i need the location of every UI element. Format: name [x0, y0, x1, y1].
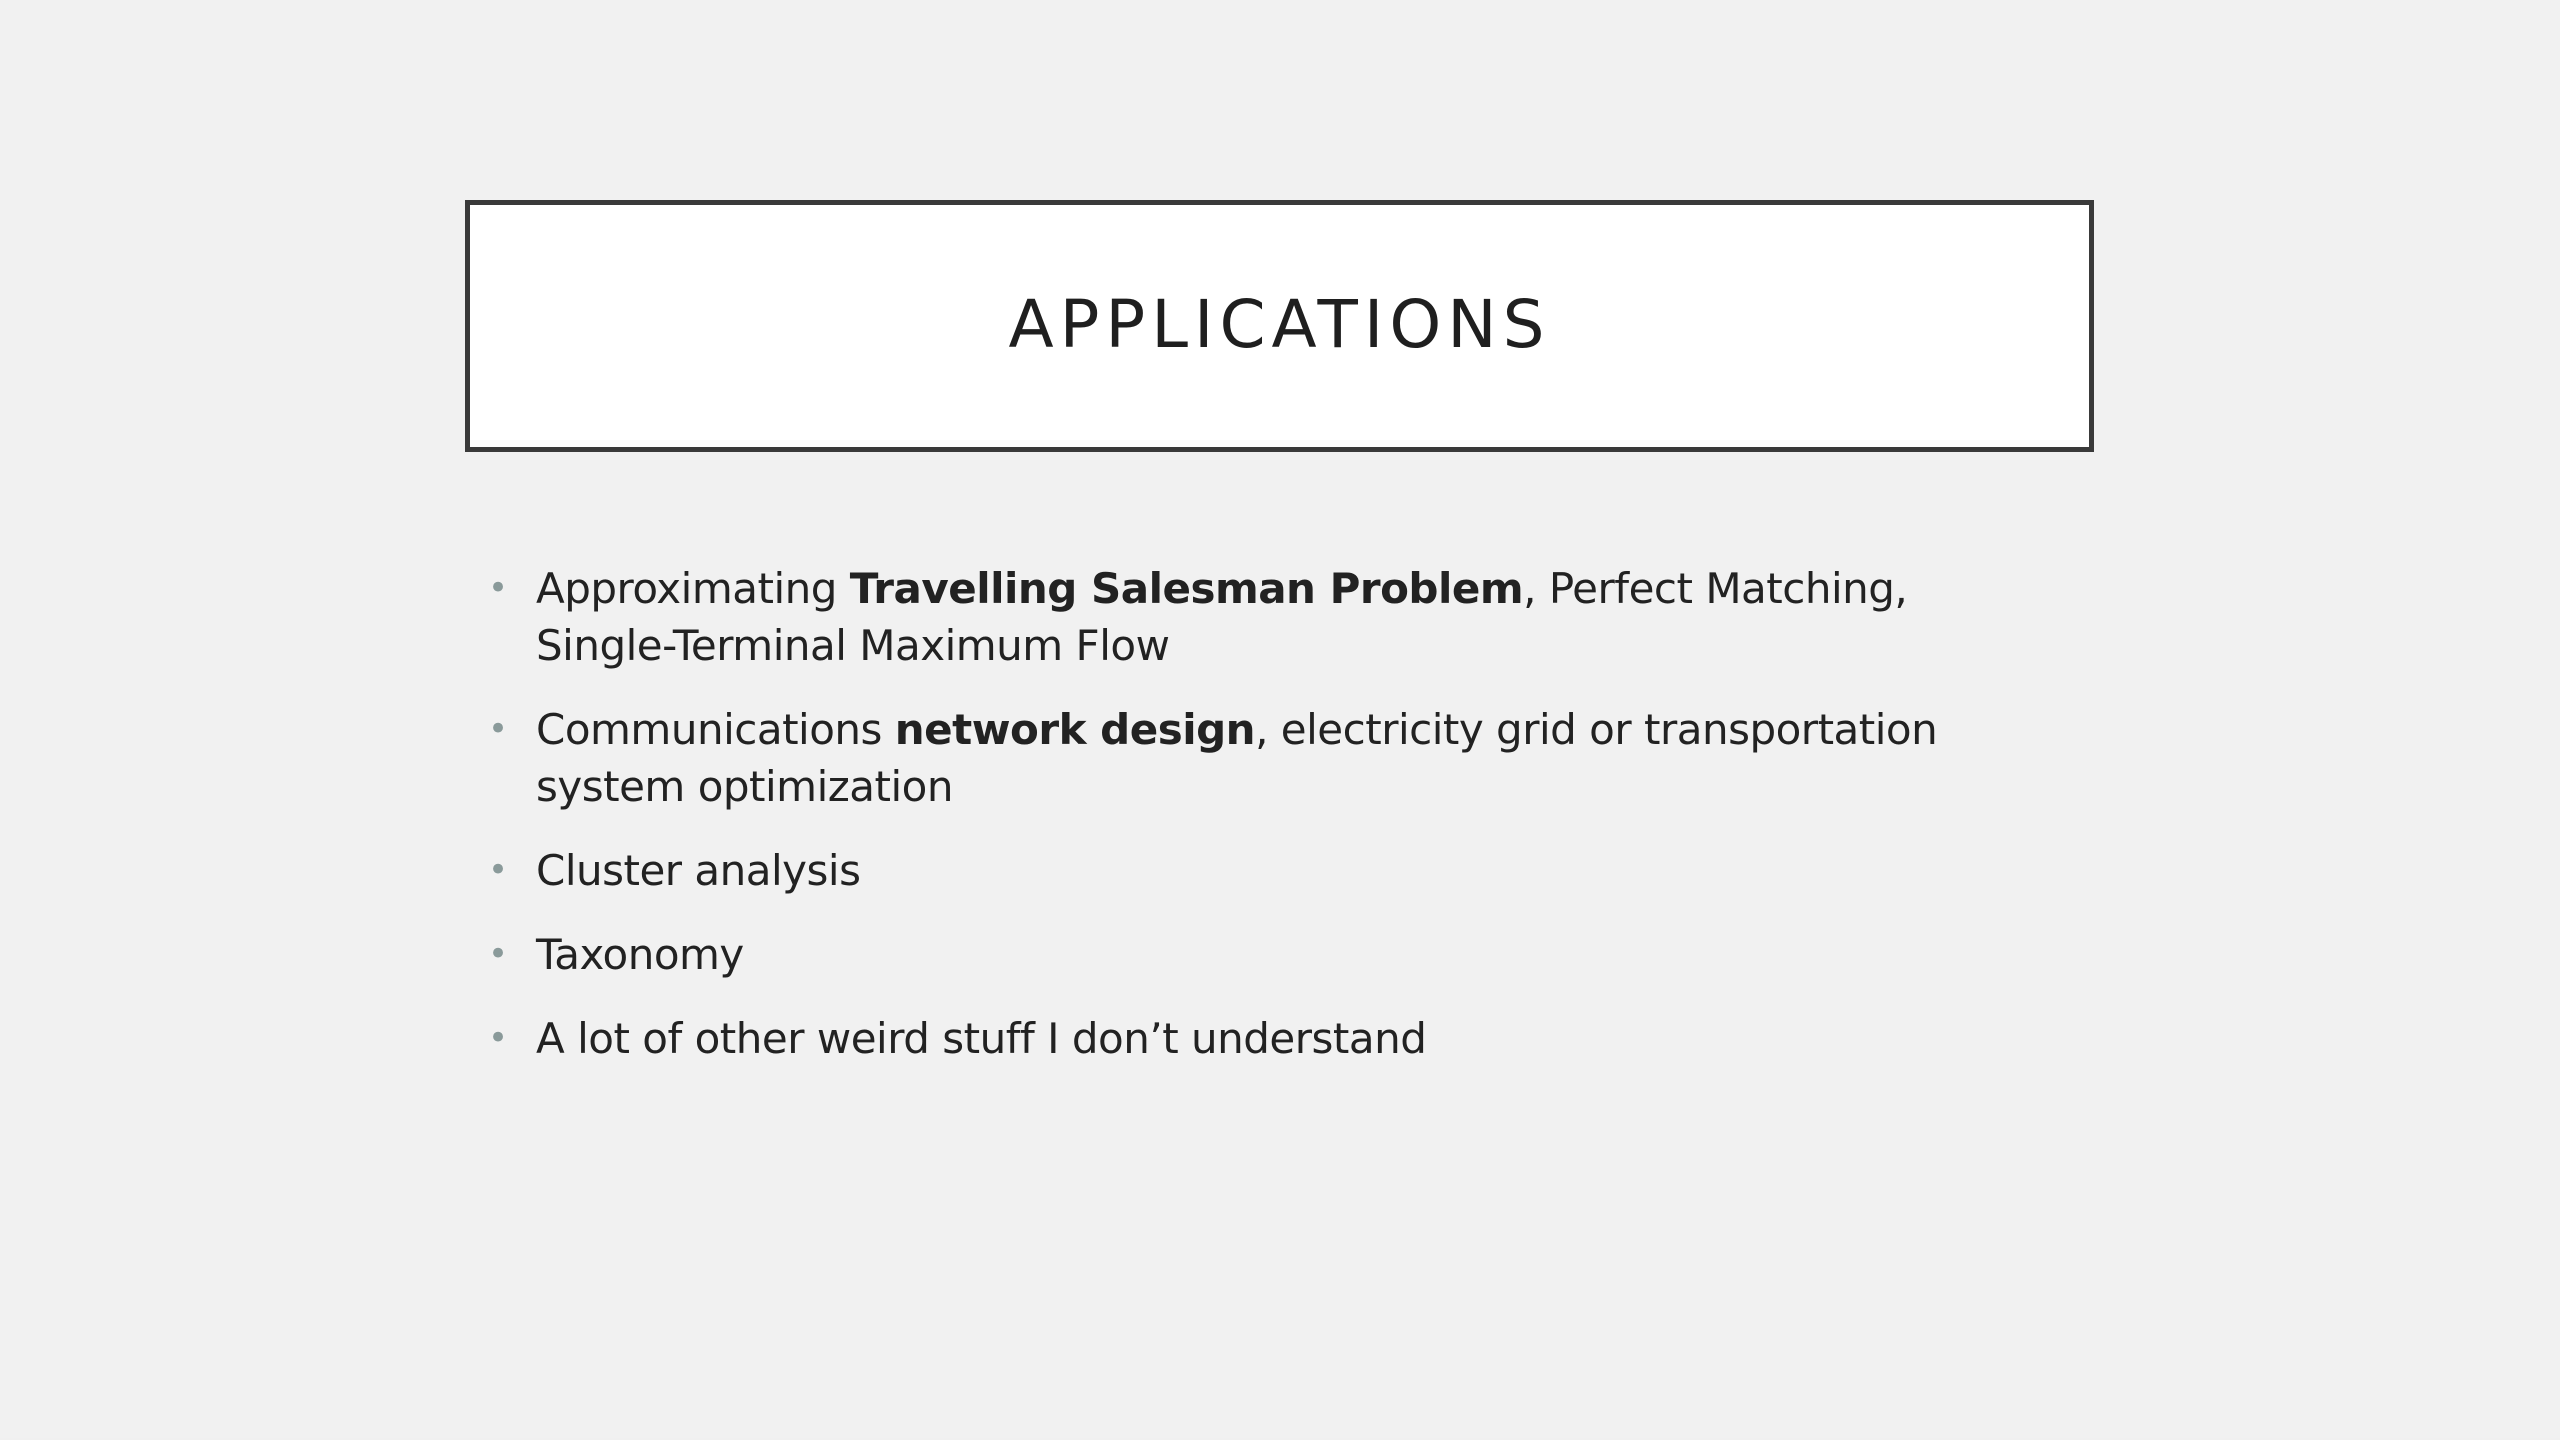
bullet-text: A lot of other weird stuff I don’t understand	[536, 1014, 1427, 1063]
bullet-list	[488, 560, 2048, 1094]
bullet-icon: •	[488, 1018, 508, 1058]
bullet-text: Taxonomy	[536, 930, 744, 979]
bullet-item	[488, 701, 2048, 815]
bullet-text: , Perfect Matching, Single-Terminal Maximum Flow	[536, 564, 1908, 670]
bullet-item	[488, 1010, 2048, 1067]
bullet-icon: •	[488, 934, 508, 974]
bullet-text: Approximating	[536, 564, 850, 613]
bullet-text: , electricity grid or transportation system optimization	[536, 705, 1938, 811]
slide-title: APPLICATIONS	[1008, 285, 1551, 363]
bullet-icon: •	[488, 850, 508, 890]
bullet-text: Cluster analysis	[536, 846, 861, 895]
bullet-item	[488, 560, 2048, 674]
bullet-item	[488, 842, 2048, 899]
bullet-icon: •	[488, 709, 508, 749]
bullet-bold-text: network design	[894, 705, 1256, 754]
bullet-icon: •	[488, 568, 508, 608]
bullet-bold-text: Travelling Salesman Problem	[849, 564, 1524, 613]
bullet-item	[488, 926, 2048, 983]
title-box	[465, 200, 2094, 452]
bullet-text: Communications	[536, 705, 895, 754]
